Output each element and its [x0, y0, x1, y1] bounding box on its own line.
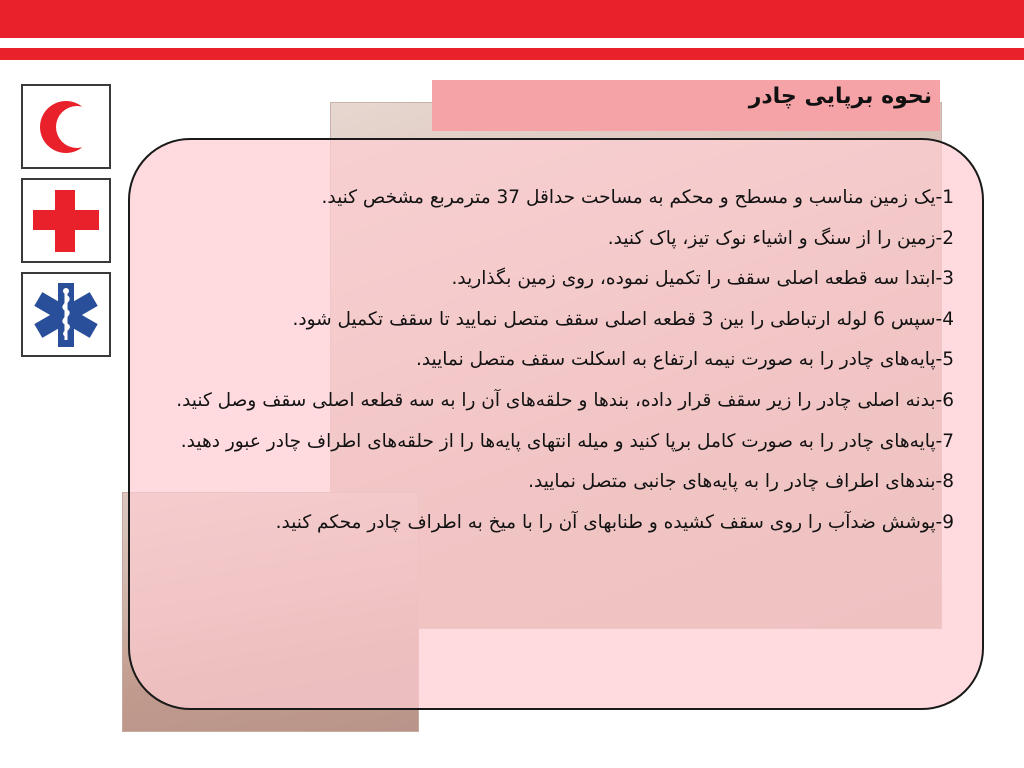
red-crescent-logo — [21, 84, 111, 169]
step-item: 1-یک زمین مناسب و مسطح و محکم به مساحت حداقل 37 مترمربع مشخص کنید. — [321, 187, 954, 208]
red-crescent-icon — [25, 88, 107, 165]
top-red-stripe — [0, 48, 1024, 60]
step-item: 2-زمین را از سنگ و اشیاء نوک تیز، پاک کنید. — [607, 227, 954, 249]
tent-setup-steps — [124, 178, 954, 543]
step-item: 3-ابتدا سه قطعه اصلی سقف را تکمیل نموده، روی زمین بگذارید. — [451, 268, 954, 290]
top-red-banner — [0, 0, 1024, 38]
red-cross-icon — [25, 182, 107, 259]
step-item: 7-پایه‌های چادر را به صورت کامل برپا کنید و میله انتهای پایه‌ها را از حلقه‌های اطراف چادر عبور دهید. — [180, 430, 954, 452]
red-cross-logo — [21, 178, 111, 263]
step-item: 5-پایه‌های چادر را به صورت نیمه ارتفاع به اسکلت سقف متصل نمایید. — [415, 349, 954, 371]
star-of-life-logo — [21, 272, 111, 357]
step-item: 6-بدنه اصلی چادر را زیر سقف قرار داده، بندها و حلقه‌های آن را به سه قطعه اصلی سقف وصل کنید. — [176, 389, 954, 411]
page-title: نحوه برپایی چادر — [748, 84, 932, 109]
step-item: 8-بندهای اطراف چادر را به پایه‌های جانبی متصل نمایید. — [528, 471, 954, 493]
step-item: 4-سپس 6 لوله ارتباطی را بین 3 قطعه اصلی سقف متصل نمایید تا سقف تکمیل شود. — [292, 308, 954, 330]
star-of-life-icon — [25, 276, 107, 353]
step-item: 9-پوشش ضدآب را روی سقف کشیده و طنابهای آن را با میخ به اطراف چادر محکم کنید. — [275, 511, 954, 533]
